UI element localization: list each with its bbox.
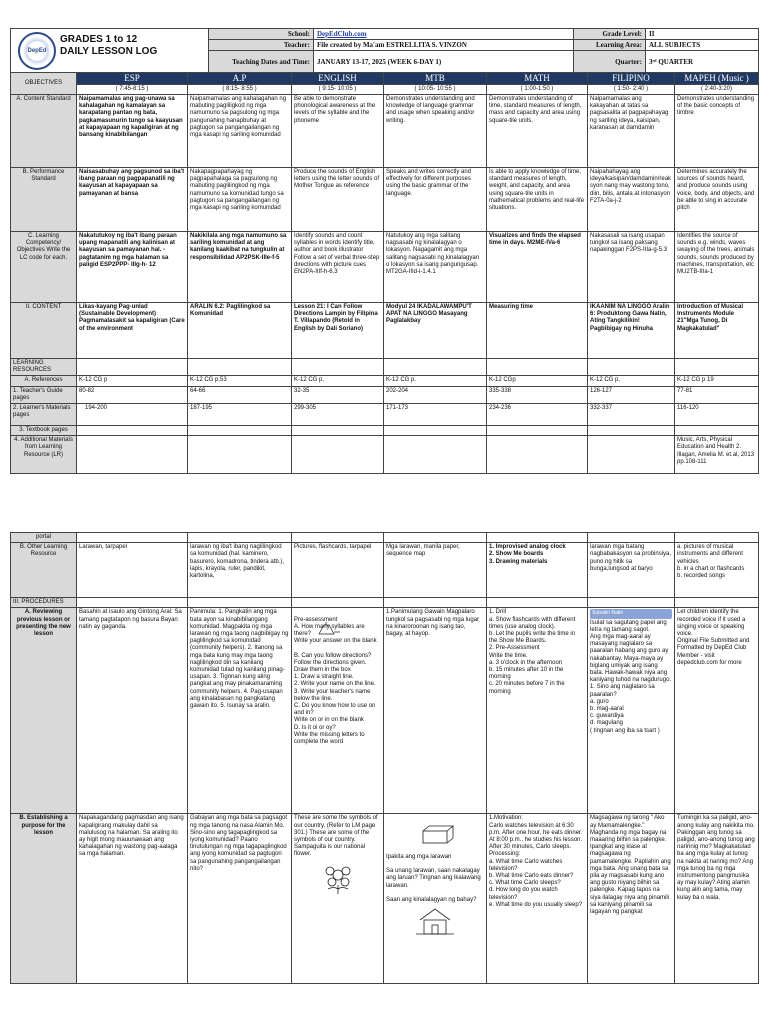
teacher-value: File created by Ma'am ESTRELLITA S. VINZON	[314, 40, 574, 51]
area-value: ALL SUBJECTS	[646, 40, 759, 51]
empty-cell	[292, 436, 384, 474]
row-label: B. Other Learning Resource	[11, 543, 77, 598]
cell-mapeh: Music, Arts, Physical Education and Health 2. Illagan, Amelia M. et.al, 2013 pp.108-111	[675, 436, 759, 474]
area-label: Learning Area:	[574, 40, 646, 51]
cell-filipino: 126-127	[588, 386, 675, 403]
cell-ap: K-12 CG p.53	[188, 376, 292, 386]
cell-english: Be able to demonstrate phonological awareness at the levels of the syllable and the phoneme	[292, 95, 384, 168]
row-procedures	[11, 598, 759, 608]
grade-label: Grade Level:	[574, 29, 646, 40]
cell-filipino: IKAANIM NA LINGGO Aralin 6: Produktong Gawa Natin, Ating Tangkilikin! Pagbibigay ng Hinuha	[588, 303, 675, 359]
row-label: III. PROCEDURES	[11, 598, 77, 608]
empty-cell	[675, 359, 759, 376]
empty-cell	[77, 598, 188, 608]
cell-ap: larawan ng iba't ibang naglilingkod sa komunidad (hal. kaminero, basurero, komadrona, tindera atb.), lapis, krayola, ruler, pandikit, kartolina,	[188, 543, 292, 598]
time-english: ( 9:15- 10:05 )	[292, 85, 384, 95]
time-mapeh: ( 2:40-3:20)	[675, 85, 759, 95]
cell-filipino	[588, 608, 675, 814]
house-icon	[414, 906, 456, 936]
row-additional-materials	[11, 436, 759, 474]
cell-math: Is able to apply knowledge of time, standard measures of length, weight, and capacity, and area using square-tile units in mathematical problems and real-life situations.	[487, 168, 588, 232]
col-head-mapeh: MAPEH (Music )	[675, 73, 759, 85]
row-label: II. CONTENT	[11, 303, 77, 359]
school-cell	[314, 29, 574, 40]
empty-cell	[384, 359, 487, 376]
lamp-icon	[316, 622, 342, 636]
col-head-ap: A.P	[188, 73, 292, 85]
time-math: ( 1:00-1:50 )	[487, 85, 588, 95]
cell-mtb: 1.Panimulang Gawain Magpalaro tungkol sa pagsasabi ng mga lugar na kinaroroonan ng isang tao, bagay, at hayop.	[384, 608, 487, 814]
cell-filipino: Naipahahayag ang ideya/kaisipan/damdamin/reaksyon nang may wastong tono, diin, bilis, antala at intonasyon F2TA-0a-j-2	[588, 168, 675, 232]
cell-ap: Gabayan ang mga bata sa pagsagot ng mga tanong na nasa Alamin Mo. Sino-sino ang tagapaglingkod sa iyong komunidad? Paano tinutulungan ng mga tagapaglingkod ang iyong komunidad sa pagtugon sa pangunahing pangangailangan nito?	[188, 814, 292, 984]
col-head-esp: ESP	[77, 73, 188, 85]
cell-esp: Naipamamalas ang pag-unawa sa kahalagahan ng kamalayan sa karapatang pantao ng bata, pagkamasunurin tungo sa kaayusan at kapayapaan ng kapaligiran at ng bansang kinabibilangan	[77, 95, 188, 168]
empty-cell	[675, 426, 759, 436]
empty-cell	[588, 533, 675, 543]
cell-math: Measuring time	[487, 303, 588, 359]
col-head-filipino: FILIPINO	[588, 73, 675, 85]
row-performance-standard	[11, 168, 759, 232]
cell-ap: Panimula: 1. Pangkatin ang mga bata ayon sa kinabibilangang komunidad. Magpakita ng mga larawan ng mga taong nagbibigay ng paglilingkod sa komunidad (community helpers). 2. Itanong sa mga bata kung may mga taong naglilingkod din sa kanilang komunidad tulad ng kanilang pinag-usapan. 3. Tignnan kung aling pangkat ang may pinakamaraming community helpers. 4. Pag-usapan ang kinalabasan ng pangkatang gawain ito. 5. Isunay sa aralin.	[188, 608, 292, 814]
cell-esp: Naisasabuhay ang pagsunod sa iba't ibang paraan ng pagpapanatili ng kaayusan at kapayapaan sa pamayanan at bansa	[77, 168, 188, 232]
empty-cell	[588, 426, 675, 436]
objectives-label: OBJECTIVES	[11, 73, 77, 95]
row-label: B. Performance Standard	[11, 168, 77, 232]
row-label: 3. Textbook pages	[11, 426, 77, 436]
cell-math: 234-236	[487, 404, 588, 426]
row-review	[11, 608, 759, 814]
cell-math: Demonstrates understanding of time, standard measures of length, mass and capacity and area using square-tile units.	[487, 95, 588, 168]
deped-seal-icon: DepEd	[18, 32, 56, 70]
cell-esp: K-12 CG p	[77, 376, 188, 386]
row-label: 1. Teacher's Guide pages	[11, 386, 77, 403]
row-other-resources	[11, 543, 759, 598]
cell-esp: 194-200	[77, 404, 188, 426]
empty-cell	[487, 436, 588, 474]
cell-mapeh: K-12 CG p 19	[675, 376, 759, 386]
row-label: C. Learning Competency/ Objectives Write the LC code for each.	[11, 232, 77, 303]
time-ap: ( 8:15- 8:55 )	[188, 85, 292, 95]
cell-english: Produce the sounds of English letters using the letter sounds of Mother Tongue as reference	[292, 168, 384, 232]
teacher-label: Teacher:	[209, 40, 314, 51]
cell-mtb: 171-173	[384, 404, 487, 426]
cell-ap: 187-195	[188, 404, 292, 426]
english-review-text: Pre-assessment A. How many syllables are there? Write your answer on the blank B. Can you follow directions? Follow the directions given. Draw them in the box 1. Draw a straight line. 2. Write your name on the line. 3. Write your teacher's name below the line. C. Do you know how to use on and in? Write on or in on the blank D. Is it oi or oy? Write the missing letters to complete the word	[294, 616, 377, 746]
cell-mtb: Natutukoy ang mga salitang nagsasabi ng kinalalagyan o lokasyon. Nagagamit ang mga salitang nagsasabi ng kinalalagyan o lokasyon sa isang pangungusap. MT2GA-IIId-i-1.4.1	[384, 232, 487, 303]
empty-cell	[384, 436, 487, 474]
filipino-review-text: Isulat sa sagutang papel ang letra ng tamang sagot. Ang mga mag-aaral ay masayang naglalaro sa paaralan habang ang guro ay nakabantay. Maya-maya ay biglang umiyak ang isang bata. Hawak-hawak niya ang kaniyang tuhod na nagdurugo. 1. Sino ang naglalaro sa paaralan? a. guro b. mag-aaral c. guwardiya d. magulang ( tingnan ang iba sa tsart )	[590, 619, 672, 734]
empty-cell	[292, 359, 384, 376]
empty-cell	[487, 533, 588, 543]
cell-filipino: Naipamamalas ang kakayahan at tatas sa pagsasalita at pagpapahayag ng sariling ideya, kaisipan, karanasan at damdamin	[588, 95, 675, 168]
empty-cell	[384, 533, 487, 543]
empty-cell	[675, 533, 759, 543]
cell-esp: Basahin at isaulo ang Gintong Aral: Sa tamang pagtatapon ng basura Bayan natin ay gaganda.	[77, 608, 188, 814]
row-label: B. Establishing a purpose for the lesson	[11, 814, 77, 984]
row-label: portal	[11, 533, 77, 543]
cell-math: Visualizes and finds the elapsed time in days. M2ME-IVa-6	[487, 232, 588, 303]
col-head-mtb: MTB	[384, 73, 487, 85]
english-purpose-text: These are some the symbols of our country. (Refer to LM page 301.) These are some of the symbols of our country. Sampaguita is our national flower.	[294, 815, 378, 858]
grades-title: GRADES 1 to 12	[60, 34, 138, 45]
empty-cell	[384, 598, 487, 608]
header-block	[10, 28, 758, 74]
col-head-english: ENGLISH	[292, 73, 384, 85]
cell-mapeh: Demonstrates understanding of the basic concepts of timbre	[675, 95, 759, 168]
cell-mapeh: a. pictures of musical instruments and different vehicles b. in a chart or flashcards b. recorded songs	[675, 543, 759, 598]
row-label: A. References	[11, 376, 77, 386]
cell-math: 1. Drill a. Show flashcards with different times (use analog clock). b. Let the pupils write the time in the Show Me Boards. 2. Pre-Assessment Write the time. a. 3 o'clock in the afternoon b. 15 minutes after 10 in the morning c. 20 minutes before 7 in the morning	[487, 608, 588, 814]
cell-esp: Larawan, tarpapel	[77, 543, 188, 598]
cell-ap: Nakikilala ang mga namumuno sa sariling komunidad at ang kanilang kaakibat na tungkulin at responsibilidad AP2PSK-IIIe-f-5	[188, 232, 292, 303]
row-teachers-guide	[11, 386, 759, 403]
school-label: School:	[209, 29, 314, 40]
empty-cell	[384, 426, 487, 436]
subukin-label: Subukin Natin	[592, 610, 624, 617]
title-cell	[11, 29, 209, 74]
empty-cell	[588, 598, 675, 608]
sampaguita-flower-icon	[318, 861, 358, 895]
cell-mtb	[384, 814, 487, 984]
row-content	[11, 303, 759, 359]
grade-value: II	[646, 29, 759, 40]
empty-cell	[188, 598, 292, 608]
lesson-table-page2	[10, 532, 758, 984]
cell-mapeh: 77-81	[675, 386, 759, 403]
row-label: 4. Additional Materials from Learning Resource (LR)	[11, 436, 77, 474]
cell-english: 32-35	[292, 386, 384, 403]
cell-ap: ARALIN 6.2: Paglilingkod sa Komunidad	[188, 303, 292, 359]
cell-esp: Likas-kayang Pag-unlad (Sustainable Development) Pagmamalasakit sa kapaligiran (Care of the environment	[77, 303, 188, 359]
row-label: A. Content Standard	[11, 95, 77, 168]
cell-mapeh: Determines accurately the sources of sounds heard, and produce sounds using voice, body, and objects, and be able to sing in accurate pitch	[675, 168, 759, 232]
empty-cell	[675, 598, 759, 608]
empty-cell	[77, 436, 188, 474]
empty-cell	[188, 359, 292, 376]
cell-filipino: larawan mga batang nagbabakasyon sa probinsiya, puno ng hitik sa bunga,lungsod at baryo	[588, 543, 675, 598]
row-references	[11, 376, 759, 386]
empty-cell	[77, 426, 188, 436]
col-head-math: MATH	[487, 73, 588, 85]
empty-cell	[77, 533, 188, 543]
empty-cell	[292, 426, 384, 436]
cell-english: 299-305	[292, 404, 384, 426]
empty-cell	[487, 359, 588, 376]
cell-filipino: Nakasasali sa isang usapan tungkol sa isang paksang napakinggan F2PS-IIIa-g-5.3	[588, 232, 675, 303]
time-filipino: ( 1:50- 2:40 )	[588, 85, 675, 95]
cell-esp: Nakatutukoy ng iba't ibang paraan upang mapanatili ang kalinisan at kaayusan sa pamayanan hal. - pagtatanim ng mga halaman sa paligid ESP2PPP- IIIg-h- 12	[77, 232, 188, 303]
cell-mapeh: Tumingin ka sa paligid, ano-anong kulay ang nakikita mo. Pakinggan ang tunog sa paligid, ano-anong tunog ang naririnig mo? Magkakatulad ba ang mga kulay at tunog na nakita at narinig mo? Ang mga tunog ba ng mga instrumentong pangmusika ay may kulay? Ating alamin kung alin ang tama, may kulay ba o wala.	[675, 814, 759, 984]
row-portal	[11, 533, 759, 543]
cell-ap: 64-66	[188, 386, 292, 403]
row-label: A. Reviewing previous lesson or presenting the new lesson	[11, 608, 77, 814]
quarter-value: 3ʳᵈ QUARTER	[646, 51, 759, 74]
row-content-standard	[11, 95, 759, 168]
cell-filipino: K-12 CG p.	[588, 376, 675, 386]
cell-mtb: Speaks and writes correctly and effectively for different purposes using the basic grammar of the language.	[384, 168, 487, 232]
time-mtb: ( 10:05- 10:55 )	[384, 85, 487, 95]
mtb-purpose-text: Ipakita ang mga larawan Sa unang larawan, saan nakalagay ang laruan? Tingnan ang ikalawang larawan. Saan ang kinalalagyan ng bahay?	[386, 853, 481, 904]
cell-mapeh: Introduction of Musical Instruments Module 21"Mga Tunog, Di Magkakatulad"	[675, 303, 759, 359]
dates-value: JANUARY 13-17, 2025 (WEEK 6-DAY 1)	[314, 51, 574, 74]
cell-ap: Nakapagpapahayag ng pagpapahalaga sa pagsulong ng mabuting paglilingkod ng mga namumuno sa komunidad tungo sa pagtugon sa pangangailangan ng mga kasapi ng sariling komunidad	[188, 168, 292, 232]
cell-mapeh: Let children identify the recorded voice if it used a singing voice or speaking voice. Original File Submitted and Formatted by DepEd Club Member - visit depedclub.com for more	[675, 608, 759, 814]
empty-cell	[292, 598, 384, 608]
toy-box-icon	[415, 825, 455, 845]
row-purpose	[11, 814, 759, 984]
empty-cell	[588, 436, 675, 474]
cell-english: Lesson 21: I Can Follow Directions Lampin by Filipina T. Villapando (Retold in English by Dali Soriano)	[292, 303, 384, 359]
cell-math: 335-338	[487, 386, 588, 403]
row-label: 2. Learner's Materials pages	[11, 404, 77, 426]
empty-cell	[77, 359, 188, 376]
row-resources	[11, 359, 759, 376]
cell-mapeh: Identifies the source of sounds e.g. winds, waves swaying of the trees, animals sounds, sounds produced by machines, transportation, etc MU2TB-IIIa-1	[675, 232, 759, 303]
cell-mtb: Modyul 24 IKADALAWAMPU'T APAT NA LINGGO Masayang Paglalakbay	[384, 303, 487, 359]
cell-ap: Naipamamalas ang kahalagahan ng mabuting pagliligkod ng mga namumuno sa pagsulong ng mga pangunahing hanapbuhay at pagtugon sa pangangailangan ng mga kasapi ng sariling komunidad	[188, 95, 292, 168]
empty-cell	[188, 533, 292, 543]
cell-math: K-12 CGp	[487, 376, 588, 386]
cell-filipino: Magsagawa ng larong " Ako ay Mamamalengke." Maghanda ng mga bagay na maaaring bilhin sa palengke. Ipangkat ang klase at magsagawa ng pamamalengke. Papilahin ang mga bata. Ang unang bata sa pila ay magsasabi kung ano ang gusto niyang bilhin sa palengke. Kapag tapos na siya ilalagay niya ang pinamili sa kaniyang pinamili sa lagayan ng pangkat	[588, 814, 675, 984]
cell-english: Pictures, flashcards, tarpapel	[292, 543, 384, 598]
dates-label: Teaching Dates and Time:	[209, 51, 314, 74]
row-learners-materials	[11, 404, 759, 426]
subukin-banner	[590, 609, 672, 618]
empty-cell	[487, 426, 588, 436]
school-link[interactable]: DepEdClub.com	[317, 29, 367, 38]
cell-math: 1. Improvised analog clock 2. Show Me boards 3. Drawing materials	[487, 543, 588, 598]
empty-cell	[487, 598, 588, 608]
empty-cell	[188, 436, 292, 474]
row-label: LEARNING RESOURCES	[11, 359, 77, 376]
empty-cell	[292, 533, 384, 543]
empty-cell	[188, 426, 292, 436]
cell-english	[292, 814, 384, 984]
cell-esp: Napakagandang pagmasdan ang isang kapaligirang makulay dahil sa malulusog na halaman. Sa araling ito ay higit mong mauunawaan ang kahalagahan ng wastong pag-aalaga sa mga halaman.	[77, 814, 188, 984]
cell-english: K-12 CG p.	[292, 376, 384, 386]
cell-english: Identify sounds and count syllables in words Identify title, author and book illustrator Follow a set of verbal three-step directions with picture cues EN2PA-IIIf-h-6.3	[292, 232, 384, 303]
lesson-table-page1	[10, 72, 758, 474]
cell-mtb: Mga larawan, manila paper, sequence map	[384, 543, 487, 598]
row-textbook	[11, 426, 759, 436]
cell-english	[292, 608, 384, 814]
cell-mapeh: 116-120	[675, 404, 759, 426]
cell-math: 1.Motivation: Carlo watches television at 6:30 p.m. After one hour, he eats dinner. At 8:00 p.m., he studies his lesson. After 30 minutes, Carlo sleeps. Processing: a. What time Carlo watches television? b. What time Carlo eats dinner? c. What time Carlo sleeps? d. How long do you watch television? e. What time do you usually sleep?	[487, 814, 588, 984]
cell-mtb: Demonstrates understanding and knowledge of language grammar and usage when speaking and/or writing.	[384, 95, 487, 168]
cell-mtb: K-12 CG p.	[384, 376, 487, 386]
empty-cell	[588, 359, 675, 376]
time-esp: ( 7:45-8:15 )	[77, 85, 188, 95]
quarter-label: Quarter:	[574, 51, 646, 74]
log-title: DAILY LESSON LOG	[60, 46, 158, 57]
cell-filipino: 332-337	[588, 404, 675, 426]
cell-esp: 80-82	[77, 386, 188, 403]
cell-mtb: 202-204	[384, 386, 487, 403]
row-competency	[11, 232, 759, 303]
